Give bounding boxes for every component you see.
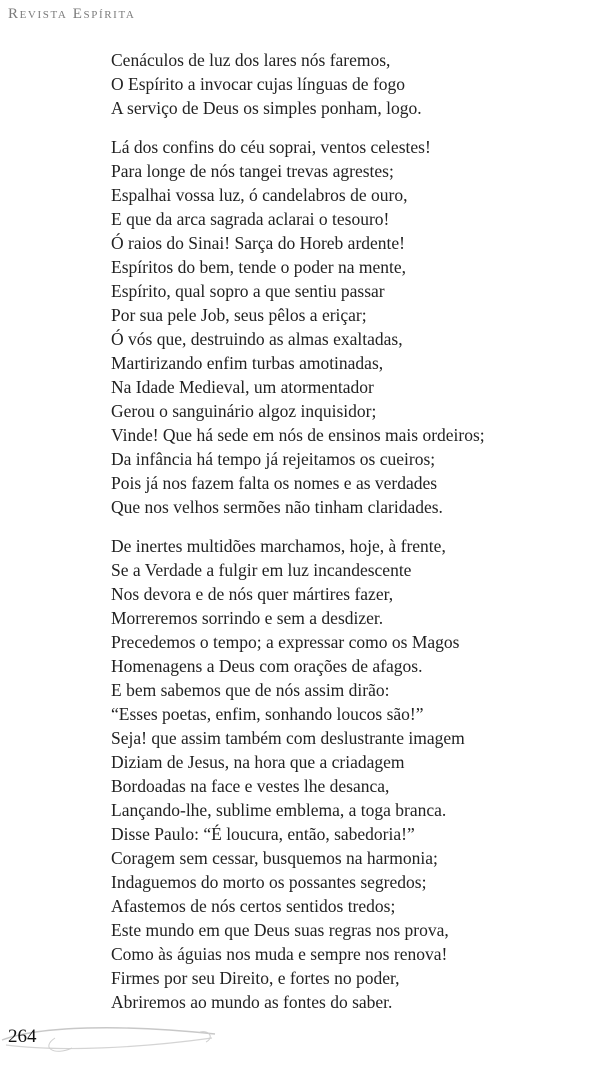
poem-line: “Esses poetas, enfim, sonhando loucos são!”: [111, 704, 424, 724]
poem-line: Pois já nos fazem falta os nomes e as verdades: [111, 473, 438, 493]
running-title: Revista Espírita: [8, 6, 136, 22]
poem-line: Precedemos o tempo; a expressar como os Magos: [111, 632, 460, 652]
poem-line: Morreremos sorrindo e sem a desdizer.: [111, 608, 384, 628]
poem-line: Que nos velhos sermões não tinham claridades.: [111, 497, 443, 517]
poem-line: Diziam de Jesus, na hora que a criadagem: [111, 752, 405, 772]
poem-line: Homenagens a Deus com orações de afagos.: [111, 656, 423, 676]
poem-line: Vinde! Que há sede em nós de ensinos mais ordeiros;: [111, 425, 485, 445]
poem-line: Cenáculos de luz dos lares nós faremos,: [111, 50, 391, 70]
poem-line: A serviço de Deus os simples ponham, logo.: [111, 98, 422, 118]
poem-line: Bordoadas na face e vestes lhe desanca,: [111, 776, 390, 796]
poem-line: De inertes multidões marchamos, hoje, à frente,: [111, 536, 446, 556]
poem-body: [111, 48, 591, 1029]
poem-line: Ó raios do Sinai! Sarça do Horeb ardente!: [111, 233, 405, 253]
poem-line: Abriremos ao mundo as fontes do saber.: [111, 992, 393, 1012]
poem-line: E que da arca sagrada aclarai o tesouro!: [111, 209, 390, 229]
poem-line: Gerou o sanguinário algoz inquisidor;: [111, 401, 377, 421]
poem-line: Indaguemos do morto os possantes segredos;: [111, 872, 427, 892]
poem-line: O Espírito a invocar cujas línguas de fogo: [111, 74, 406, 94]
poem-line: Coragem sem cessar, busquemos na harmonia;: [111, 848, 438, 868]
page-number: 264: [8, 1026, 37, 1047]
poem-line: Se a Verdade a fulgir em luz incandescente: [111, 560, 412, 580]
poem-line: Ó vós que, destruindo as almas exaltadas,: [111, 329, 403, 349]
poem-line: Afastemos de nós certos sentidos tredos;: [111, 896, 396, 916]
poem-line: Espírito, qual sopro a que sentiu passar: [111, 281, 385, 301]
poem-line: Na Idade Medieval, um atormentador: [111, 377, 374, 397]
poem-line: E bem sabemos que de nós assim dirão:: [111, 680, 390, 700]
poem-line: Lá dos confins do céu soprai, ventos celestes!: [111, 137, 431, 157]
poem-stanza: [111, 534, 591, 1014]
poem-line: Espalhai vossa luz, ó candelabros de ouro,: [111, 185, 408, 205]
poem-line: Firmes por seu Direito, e fortes no poder,: [111, 968, 400, 988]
poem-line: Lançando-lhe, sublime emblema, a toga branca.: [111, 800, 447, 820]
poem-line: Disse Paulo: “É loucura, então, sabedoria!”: [111, 824, 415, 844]
poem-line: Martirizando enfim turbas amotinadas,: [111, 353, 384, 373]
poem-line: Para longe de nós tangei trevas agrestes;: [111, 161, 394, 181]
poem-line: Este mundo em que Deus suas regras nos prova,: [111, 920, 449, 940]
poem-line: Nos devora e de nós quer mártires fazer,: [111, 584, 394, 604]
poem-stanza: [111, 48, 591, 120]
poem-line: Como às águias nos muda e sempre nos renova!: [111, 944, 448, 964]
poem-line: Seja! que assim também com deslustrante imagem: [111, 728, 465, 748]
poem-line: Espíritos do bem, tende o poder na mente,: [111, 257, 406, 277]
poem-line: Por sua pele Job, seus pêlos a eriçar;: [111, 305, 367, 325]
poem-stanza: [111, 135, 591, 519]
poem-line: Da infância há tempo já rejeitamos os cueiros;: [111, 449, 436, 469]
